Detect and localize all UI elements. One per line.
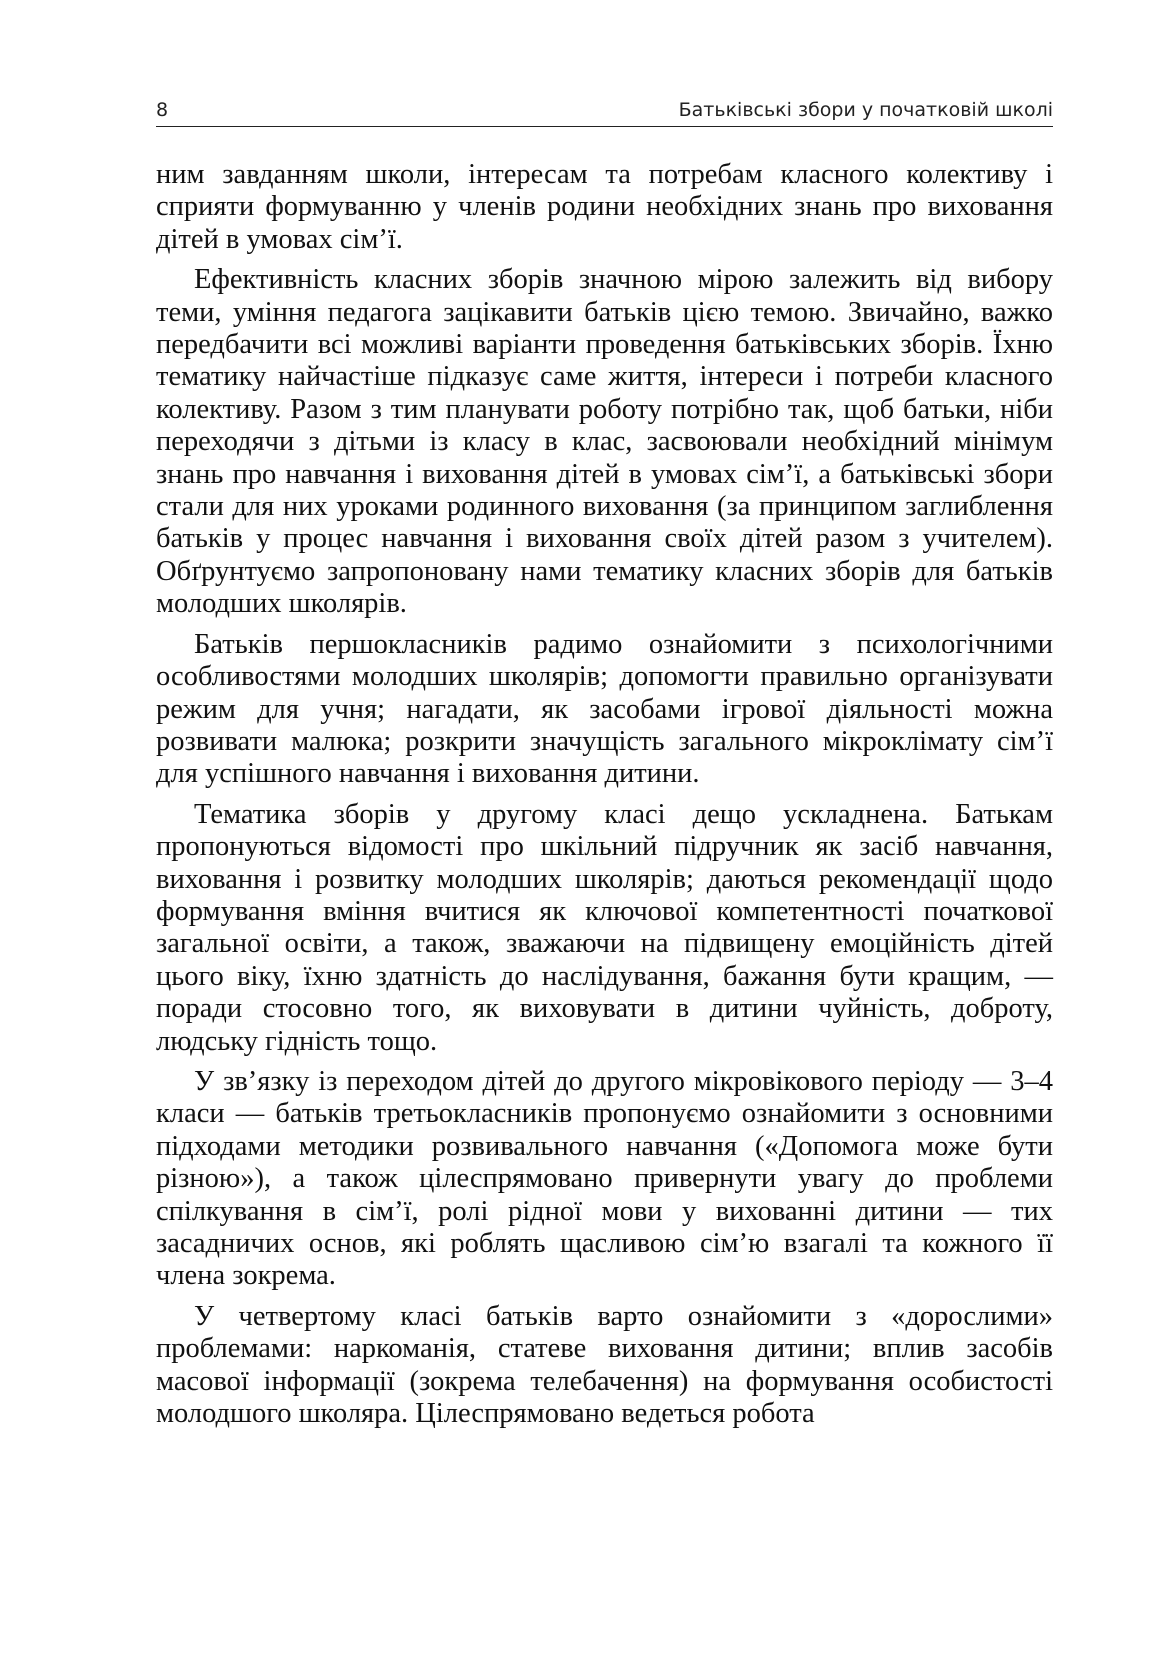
running-header xyxy=(156,98,1053,127)
running-title: Батьківські збори у початковій школі xyxy=(678,99,1053,121)
paragraph: Ефективність класних зборів значною мірою залежить від вибору теми, уміння педагога зацікавити батьків цією темою. Звичайно, важко передбачити всі можливі варіанти проведення батьківських зборів. Їхню тематику найчастіше підказує саме життя, інтереси і потреби класного колективу. Разом з тим планувати роботу потрібно так, щоб батьки, ніби переходячи з дітьми із класу в клас, засвоювали необхідний мінімум знань про навчання і виховання дітей в умовах сім’ї, а батьківські збори стали для них уроками родинного виховання (за принципом заглиблення батьків у процес навчання і виховання своїх дітей разом з учителем). Обґрунтуємо запропоновану нами тематику класних зборів для батьків молодших школярів. xyxy=(156,264,1053,620)
book-page xyxy=(156,98,1053,1430)
paragraph: У зв’язку із переходом дітей до другого мікровікового періоду — 3–4 класи — батьків третьокласників пропонуємо ознайомити з основними підходами методики розвивального навчання («Допомога може бути різною»), а також цілеспрямовано привернути увагу до проблеми спілкування в сім’ї, ролі рідної мови у вихованні дитини — тих засадничих основ, які роблять щасливою сім’ю взагалі та кожного її члена зокрема. xyxy=(156,1065,1053,1292)
paragraph: Батьків першокласників радимо ознайомити з психологічними особливостями молодших школярів; допомогти правильно організувати режим для учня; нагадати, як засобами ігрової діяльності можна розвивати малюка; розкрити значущість загального мікроклімату сім’ї для успішного навчання і виховання дитини. xyxy=(156,628,1053,790)
body-text xyxy=(156,159,1053,1430)
paragraph: ним завданням школи, інтересам та потребам класного колективу і сприяти формуванню у членів родини необхідних знань про виховання дітей в умовах сім’ї. xyxy=(156,159,1053,255)
page-number: 8 xyxy=(156,99,169,121)
paragraph: Тематика зборів у другому класі дещо ускладнена. Батькам пропонуються відомості про шкільний підручник як засіб навчання, виховання і розвитку молодших школярів; даються рекомендації щодо формування вміння вчитися як ключової компетентності початкової загальної освіти, а також, зважаючи на підвищену емоційність дітей цього віку, їхню здатність до наслідування, бажання бути кращим, — поради стосовно того, як виховувати в дитини чуйність, доброту, людську гідність тощо. xyxy=(156,798,1053,1057)
paragraph: У четвертому класі батьків варто ознайомити з «дорослими» проблемами: наркоманія, статеве виховання дитини; вплив засобів масової інформації (зокрема телебачення) на формування особистості молодшого школяра. Цілеспрямовано ведеться робота xyxy=(156,1300,1053,1430)
